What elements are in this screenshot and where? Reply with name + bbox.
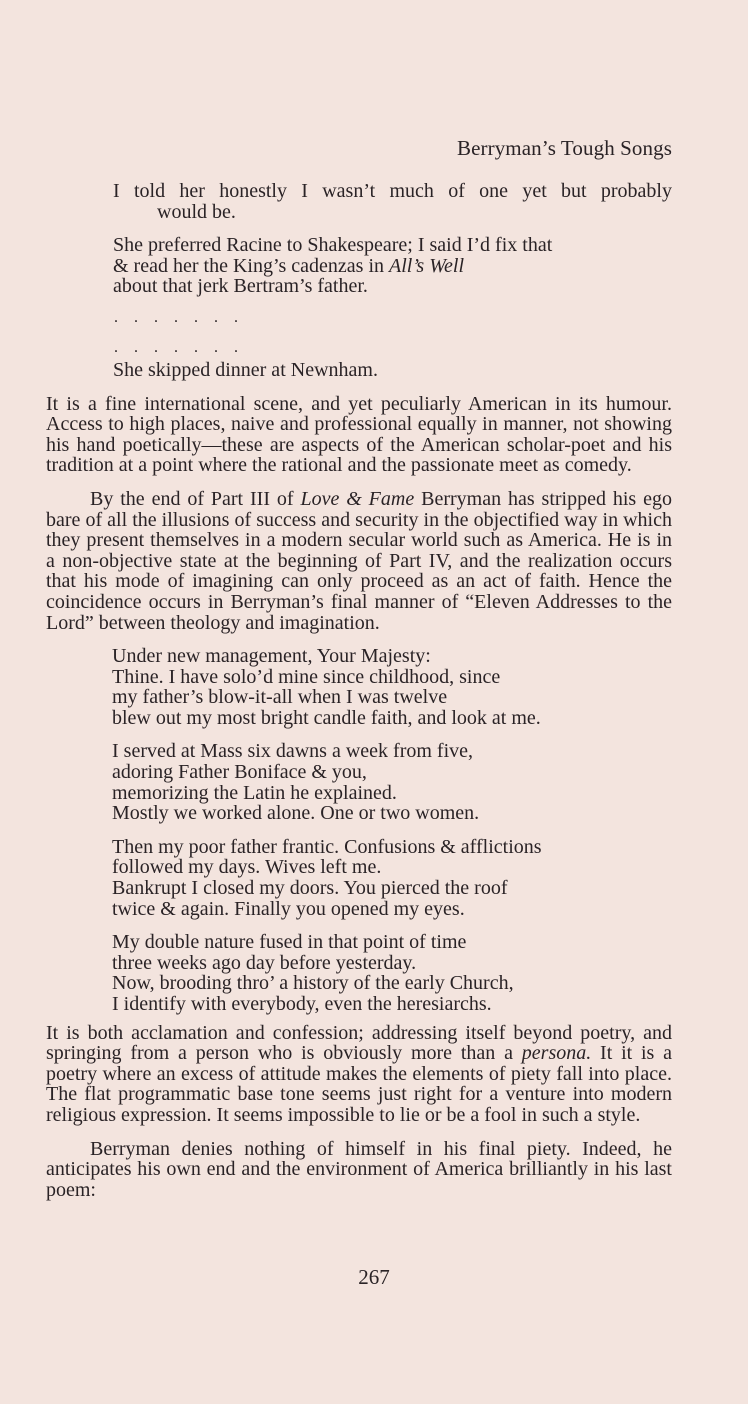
paragraph (46, 1023, 672, 1126)
poem-line: adoring Father Boniface & you, (112, 761, 367, 784)
poem-stanza (112, 837, 672, 919)
poem-stanza (112, 741, 672, 823)
poem-line: followed my days. Wives left me. (112, 856, 382, 879)
verse-line (113, 256, 672, 277)
poem-line: Mostly we worked alone. One or two women. (112, 802, 480, 825)
verse-stanza (113, 181, 672, 222)
poem-line: I identify with everybody, even the heresiarchs. (112, 993, 492, 1015)
paragraph-text: It it is a poetry where an excess of attitude makes the elements of piety fall into place. The flat programmatic base tone seems just right for a venture into modern religious expression. It seems impossible to lie or be a fool in such a style. (46, 1042, 673, 1126)
running-head: Berryman’s Tough Songs (456, 136, 672, 160)
poem-line: memorizing the Latin he explained. (112, 781, 397, 804)
book-title: Love & Fame (300, 487, 415, 510)
poem-line: my father’s blow-it-all when I was twelve (112, 686, 448, 709)
verse-stanza (113, 235, 672, 297)
poem-stanza (112, 646, 672, 728)
paragraph: Berryman denies nothing of himself in his final piety. Indeed, he anticipates his own end and the environment of America brilliantly in his last poem: (46, 1137, 672, 1201)
page-content (46, 181, 672, 1213)
italic-term: persona. (521, 1042, 592, 1065)
ellipsis-dots: . . . . . . . (114, 308, 244, 326)
verse-line: She skipped dinner at Newnham. (113, 358, 378, 381)
paragraph-text: By the end of Part III of (90, 487, 301, 510)
poem-stanza (112, 932, 672, 1014)
paragraph-text: It is both acclamation and confession; addressing itself beyond poetry, and springing from a person who is obviously more than a (46, 1021, 672, 1065)
play-title: All’s Well (389, 254, 465, 277)
poem-line: three weeks ago day before yesterday. (112, 951, 417, 974)
prose-section (46, 1023, 672, 1201)
poem-line: Bankrupt I closed my doors. You pierced the roof (112, 877, 508, 900)
verse-line: She preferred Racine to Shakespeare; I said I’d fix that (113, 234, 553, 257)
poem-line: Now, brooding thro’ a history of the early Church, (112, 972, 514, 995)
poem-line: twice & again. Finally you opened my eyes. (112, 897, 465, 920)
verse-line: about that jerk Bertram’s father. (113, 275, 368, 298)
poem-line: Then my poor father frantic. Confusions & afflictions (112, 835, 542, 858)
paragraph: It is a fine international scene, and yet peculiarly American in its humour. Access to high places, naive and professional equally in manner, not showing his hand poetically—these are aspects of the American scholar-poet and his tradition at a point where the rational and the passionate meet as comedy. (46, 392, 672, 477)
poem-line: blew out my most bright candle faith, and look at me. (112, 706, 541, 729)
verse-stanza (113, 360, 672, 381)
poem-line: I served at Mass six dawns a week from five, (112, 740, 474, 763)
poem-line: Thine. I have solo’d mine since childhood, since (112, 665, 501, 688)
poem-line: My double nature fused in that point of time (112, 931, 467, 954)
poem-line: Under new management, Your Majesty: (112, 645, 431, 668)
poem-quotation (112, 646, 672, 1015)
verse-line-text: & read her the King’s cadenzas in (113, 254, 390, 277)
ellipsis-dots: . . . . . . . (114, 338, 244, 356)
verse-line: I told her honestly I wasn’t much of one yet but probably (113, 180, 672, 202)
prose-section (46, 394, 672, 634)
page-number: 267 (358, 1265, 390, 1289)
paragraph-text: Berryman has stripped his ego bare of all the illusions of success and security in the objectified way in which they present themselves in a modern secular world such as America. He is in a non-objective state at the beginning of Part IV, and the realization occurs that his mode of imagining can only proceed as an act of faith. Hence the coincidence occurs in Berryman’s final manner of “Eleven Addresses to the Lord” between theology and imagination. (46, 487, 672, 634)
opening-verse-quotation (113, 181, 672, 381)
verse-line-turnover: would be. (157, 200, 236, 223)
paragraph (46, 489, 672, 633)
